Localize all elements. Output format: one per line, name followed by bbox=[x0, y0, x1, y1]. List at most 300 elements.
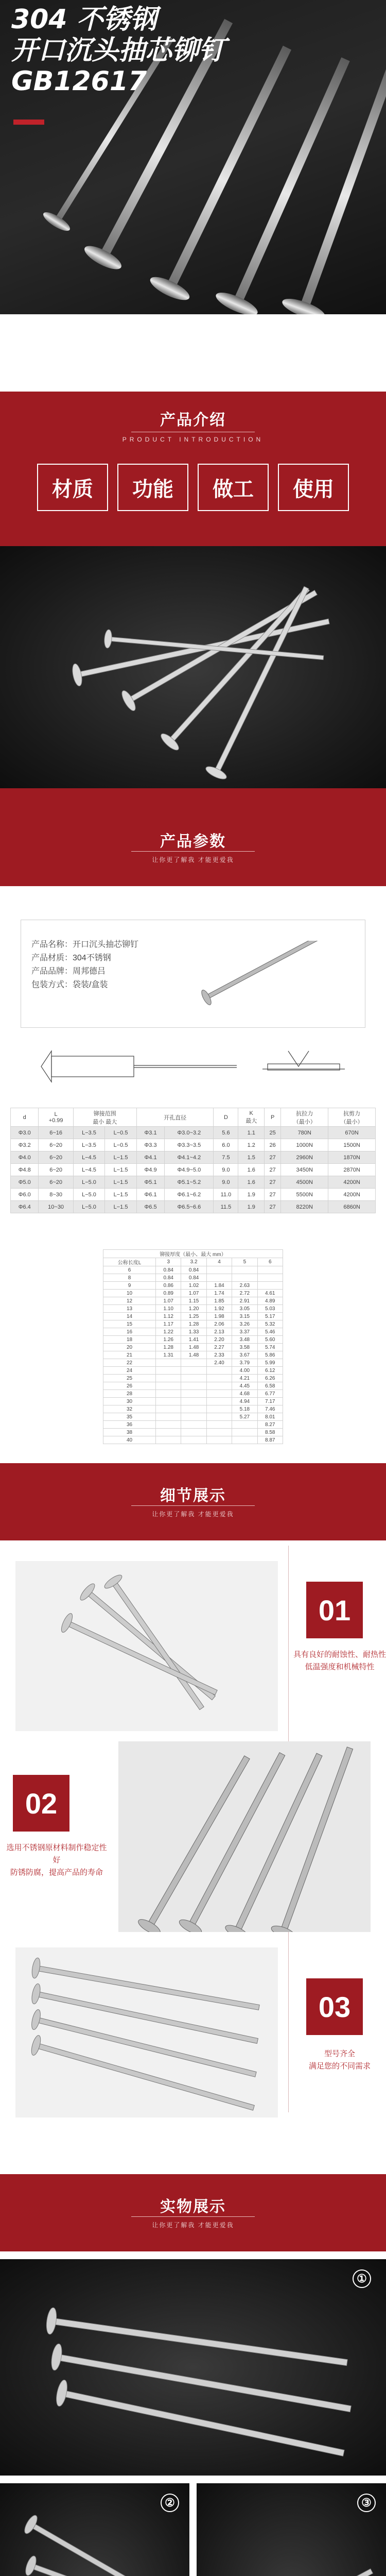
thickness-table-cell bbox=[257, 1266, 283, 1274]
spec-table-cell: 11.5 bbox=[214, 1201, 238, 1213]
thickness-table-cell: 1.92 bbox=[206, 1305, 232, 1313]
thickness-table-cell: 2.40 bbox=[206, 1359, 232, 1367]
thickness-table-cell: 2.91 bbox=[232, 1297, 257, 1305]
thickness-table-cell: 0.84 bbox=[181, 1274, 206, 1282]
thickness-table-row bbox=[103, 1282, 283, 1290]
params-subtitle: 让你更了解我 才能更爱我 bbox=[152, 856, 234, 863]
spec-table-cell: Φ3.1 bbox=[136, 1127, 164, 1139]
thickness-table-cell: 8.87 bbox=[257, 1436, 283, 1444]
thickness-table-cell: 0.84 bbox=[181, 1266, 206, 1274]
spec-header-cell: D bbox=[214, 1108, 238, 1127]
thickness-table-cell: 2.72 bbox=[232, 1290, 257, 1297]
spec-table-body bbox=[11, 1127, 376, 1213]
spec-table-cell: Φ4.0 bbox=[11, 1151, 39, 1164]
spec-table-cell: L−1.5 bbox=[105, 1201, 137, 1213]
spec-table-cell: 3450N bbox=[281, 1164, 328, 1176]
thickness-table-cell: 7.46 bbox=[257, 1405, 283, 1413]
thickness-table-cell: 35 bbox=[103, 1413, 156, 1421]
thickness-table-cell: 25 bbox=[103, 1375, 156, 1382]
spec-table-cell: Φ6.4 bbox=[11, 1201, 39, 1213]
spec-table-cell: Φ6.1~6.2 bbox=[165, 1189, 214, 1201]
thickness-table-cell: 5.99 bbox=[257, 1359, 283, 1367]
detail-title: 细节展示 bbox=[160, 1487, 226, 1504]
thickness-table-cell bbox=[206, 1421, 232, 1429]
thickness-table-cell: 3.05 bbox=[232, 1305, 257, 1313]
spec-table-cell: 1500N bbox=[328, 1139, 376, 1151]
thickness-table-cell bbox=[156, 1436, 181, 1444]
spec-table-cell: 6.0 bbox=[214, 1139, 238, 1151]
thickness-table-cell: 7.17 bbox=[257, 1398, 283, 1405]
thickness-table-cell bbox=[232, 1274, 257, 1282]
spec-table-cell: 7.5 bbox=[214, 1151, 238, 1164]
thickness-table-cell: 1.02 bbox=[181, 1282, 206, 1290]
thickness-table-cell: 1.33 bbox=[181, 1328, 206, 1336]
thickness-table-cell bbox=[181, 1436, 206, 1444]
thickness-table-cell: 1.84 bbox=[206, 1282, 232, 1290]
detail-divider bbox=[131, 1505, 255, 1506]
thickness-table-cell: 1.48 bbox=[181, 1351, 206, 1359]
thickness-table-cell: 38 bbox=[103, 1429, 156, 1436]
spec-table-cell: Φ4.9~5.0 bbox=[165, 1164, 214, 1176]
spec-table-header bbox=[11, 1108, 376, 1127]
thickness-table-cell: 1.28 bbox=[156, 1344, 181, 1351]
thickness-table-cell: 2.06 bbox=[206, 1320, 232, 1328]
thickness-header-cell: 3.2 bbox=[181, 1258, 206, 1266]
thickness-table-row bbox=[103, 1266, 283, 1274]
real-photo-3 bbox=[197, 2483, 386, 2576]
thickness-table-cell bbox=[206, 1266, 232, 1274]
spec-header-cell: P bbox=[265, 1108, 281, 1127]
thickness-table-row bbox=[103, 1429, 283, 1436]
thickness-table-cell bbox=[257, 1282, 283, 1290]
spec-table-cell: L−1.5 bbox=[105, 1151, 137, 1164]
thickness-table-cell bbox=[156, 1413, 181, 1421]
thickness-table-row bbox=[103, 1320, 283, 1328]
thickness-table-cell: 8.58 bbox=[257, 1429, 283, 1436]
thickness-table-cell bbox=[181, 1398, 206, 1405]
thickness-table-cell: 1.31 bbox=[156, 1351, 181, 1359]
tab-material[interactable]: 材质 bbox=[37, 464, 108, 511]
spec-table-cell: 2960N bbox=[281, 1151, 328, 1164]
spec-table-cell: Φ4.1 bbox=[136, 1151, 164, 1164]
thickness-table-row bbox=[103, 1344, 283, 1351]
thickness-table-cell bbox=[232, 1421, 257, 1429]
thickness-table-cell: 5.17 bbox=[257, 1313, 283, 1320]
thickness-table-cell: 3.48 bbox=[232, 1336, 257, 1344]
thickness-table-cell: 6.26 bbox=[257, 1375, 283, 1382]
spec-lines bbox=[31, 938, 138, 992]
spec-table-row bbox=[11, 1139, 376, 1151]
thickness-table-cell: 1.85 bbox=[206, 1297, 232, 1305]
hero-accent-bar bbox=[13, 120, 44, 125]
spec-rivet-image bbox=[191, 941, 356, 1008]
thickness-table-cell: 1.17 bbox=[156, 1320, 181, 1328]
thickness-table-cell bbox=[156, 1398, 181, 1405]
spec-table-cell: 6~20 bbox=[39, 1139, 73, 1151]
thickness-header-cell: 公称长度L bbox=[103, 1258, 156, 1266]
thickness-table-row bbox=[103, 1359, 283, 1367]
spec-line-brand: 产品品牌：周邦德吕 bbox=[31, 967, 106, 976]
tab-workmanship[interactable]: 做工 bbox=[198, 464, 269, 511]
real-subtitle: 让你更了解我 才能更爱我 bbox=[152, 2222, 234, 2229]
thickness-table-cell: 6.58 bbox=[257, 1382, 283, 1390]
spec-table-cell: Φ6.0 bbox=[11, 1189, 39, 1201]
thickness-table-cell: 40 bbox=[103, 1436, 156, 1444]
detail-number-1: 01 bbox=[306, 1582, 363, 1638]
detail-number-3: 03 bbox=[306, 1978, 363, 2035]
thickness-table-row bbox=[103, 1351, 283, 1359]
thickness-table-cell bbox=[206, 1429, 232, 1436]
spec-table-cell: 4200N bbox=[328, 1176, 376, 1189]
spec-table-cell: 780N bbox=[281, 1127, 328, 1139]
thickness-table-cell: 3.67 bbox=[232, 1351, 257, 1359]
thickness-table-cell: 3.79 bbox=[232, 1359, 257, 1367]
thickness-table-cell bbox=[156, 1359, 181, 1367]
thickness-table-cell: 12 bbox=[103, 1297, 156, 1305]
thickness-table-cell bbox=[156, 1367, 181, 1375]
spec-table-cell: 6~20 bbox=[39, 1164, 73, 1176]
spec-table-cell: 1870N bbox=[328, 1151, 376, 1164]
thickness-table-cell: 2.63 bbox=[232, 1282, 257, 1290]
thickness-table-cell bbox=[181, 1367, 206, 1375]
spec-table-cell: Φ3.2 bbox=[11, 1139, 39, 1151]
spec-table-cell: Φ6.1 bbox=[136, 1189, 164, 1201]
thickness-table-body bbox=[103, 1266, 283, 1444]
thickness-table-cell: 2.33 bbox=[206, 1351, 232, 1359]
thickness-header-cell: 5 bbox=[232, 1258, 257, 1266]
thickness-header-cell: 3 bbox=[156, 1258, 181, 1266]
spec-table-cell: 9.0 bbox=[214, 1164, 238, 1176]
thickness-table-cell: 1.22 bbox=[156, 1328, 181, 1336]
thickness-table-cell: 5.03 bbox=[257, 1305, 283, 1313]
detail-image-1 bbox=[15, 1561, 278, 1731]
detail-image-3 bbox=[15, 1947, 278, 2117]
hero-title-line1: 304 不锈钢 bbox=[11, 4, 157, 35]
thickness-table-cell bbox=[206, 1367, 232, 1375]
intro-subtitle: PRODUCT INTRODUCTION bbox=[122, 436, 264, 443]
spec-table-cell: 1.6 bbox=[238, 1164, 265, 1176]
spec-table-cell: Φ4.8 bbox=[11, 1164, 39, 1176]
thickness-table-cell bbox=[206, 1405, 232, 1413]
spec-line-material: 产品材质：304不锈钢 bbox=[31, 954, 111, 962]
thickness-table-row bbox=[103, 1297, 283, 1305]
spec-table-cell: Φ4.9 bbox=[136, 1164, 164, 1176]
thickness-table-cell bbox=[181, 1429, 206, 1436]
thickness-table-title: 铆接厚度（最小、最大 mm） bbox=[103, 1250, 283, 1258]
technical-drawing bbox=[21, 1041, 365, 1103]
spec-table-cell: 26 bbox=[265, 1139, 281, 1151]
spec-table-cell: 8~30 bbox=[39, 1189, 73, 1201]
thickness-table-cell bbox=[206, 1274, 232, 1282]
rivets-photo-image bbox=[0, 546, 386, 788]
thickness-table-cell: 1.26 bbox=[156, 1336, 181, 1344]
spec-table-row bbox=[11, 1127, 376, 1139]
spec-table-cell: 27 bbox=[265, 1164, 281, 1176]
hero-banner bbox=[0, 0, 386, 314]
spec-table-cell: Φ5.0 bbox=[11, 1176, 39, 1189]
spec-header-cell: K 最大 bbox=[238, 1108, 265, 1127]
thickness-table-cell: 18 bbox=[103, 1336, 156, 1344]
params-title: 产品参数 bbox=[160, 833, 226, 850]
thickness-table-cell bbox=[232, 1266, 257, 1274]
thickness-table-cell: 1.20 bbox=[181, 1305, 206, 1313]
spec-table-cell: L−5.0 bbox=[73, 1189, 105, 1201]
thickness-table-row bbox=[103, 1290, 283, 1297]
thickness-table-cell bbox=[181, 1405, 206, 1413]
spec-table-cell: 1.6 bbox=[238, 1176, 265, 1189]
real-label-1: ① bbox=[353, 2269, 371, 2288]
spec-table-cell: Φ6.5 bbox=[136, 1201, 164, 1213]
thickness-table-cell: 2.27 bbox=[206, 1344, 232, 1351]
thickness-table-cell: 4.94 bbox=[232, 1398, 257, 1405]
thickness-table-cell bbox=[206, 1398, 232, 1405]
spec-table-cell: L−3.5 bbox=[73, 1139, 105, 1151]
spec-table-cell: L−5.0 bbox=[73, 1176, 105, 1189]
thickness-table-cell bbox=[232, 1436, 257, 1444]
thickness-table-row bbox=[103, 1367, 283, 1375]
spec-table-cell: 1.1 bbox=[238, 1127, 265, 1139]
spec-table-cell: 25 bbox=[265, 1127, 281, 1139]
spec-table-cell: 6~20 bbox=[39, 1176, 73, 1189]
spec-table-cell: 4200N bbox=[328, 1189, 376, 1201]
spec-table-cell: L−1.5 bbox=[105, 1164, 137, 1176]
spec-line-package: 包装方式：袋装/盒装 bbox=[31, 980, 108, 989]
spec-table-cell: L−3.5 bbox=[73, 1127, 105, 1139]
spec-table-cell: 11.0 bbox=[214, 1189, 238, 1201]
thickness-table-cell: 32 bbox=[103, 1405, 156, 1413]
spec-table-cell: L−4.5 bbox=[73, 1164, 105, 1176]
thickness-table bbox=[103, 1249, 283, 1444]
thickness-table-cell: 21 bbox=[103, 1351, 156, 1359]
thickness-table-cell: 1.07 bbox=[181, 1290, 206, 1297]
spec-table-cell: 6860N bbox=[328, 1201, 376, 1213]
real-divider bbox=[131, 2216, 255, 2217]
thickness-table-cell: 3.26 bbox=[232, 1320, 257, 1328]
thickness-table-cell bbox=[181, 1375, 206, 1382]
spec-table bbox=[10, 1108, 376, 1213]
thickness-table-cell: 1.41 bbox=[181, 1336, 206, 1344]
thickness-table-cell: 15 bbox=[103, 1320, 156, 1328]
thickness-table-cell bbox=[181, 1413, 206, 1421]
detail-subtitle: 让你更了解我 才能更爱我 bbox=[152, 1511, 234, 1518]
thickness-table-row bbox=[103, 1336, 283, 1344]
thickness-table-cell: 1.25 bbox=[181, 1313, 206, 1320]
spec-table-cell: Φ3.0 bbox=[11, 1127, 39, 1139]
thickness-table-cell: 30 bbox=[103, 1398, 156, 1405]
thickness-table-cell: 1.12 bbox=[156, 1313, 181, 1320]
real-photo-1 bbox=[0, 2259, 386, 2476]
thickness-table-row bbox=[103, 1328, 283, 1336]
spec-header-cell: d bbox=[11, 1108, 39, 1127]
thickness-table-cell bbox=[232, 1429, 257, 1436]
detail-image-2 bbox=[118, 1741, 371, 1932]
detail-text-1: 具有良好的耐蚀性、耐热性 低温强度和机械特性 bbox=[293, 1650, 386, 1671]
spec-table-row bbox=[11, 1164, 376, 1176]
spec-table-cell: 5500N bbox=[281, 1189, 328, 1201]
thickness-table-row bbox=[103, 1413, 283, 1421]
thickness-table-cell: 1.74 bbox=[206, 1290, 232, 1297]
spec-table-cell: 2870N bbox=[328, 1164, 376, 1176]
spec-table-cell: 1000N bbox=[281, 1139, 328, 1151]
thickness-table-cell: 3.58 bbox=[232, 1344, 257, 1351]
spec-table-cell: L−5.0 bbox=[73, 1201, 105, 1213]
real-label-3: ③ bbox=[357, 2494, 376, 2512]
thickness-table-row bbox=[103, 1375, 283, 1382]
spec-table-row bbox=[11, 1176, 376, 1189]
thickness-table-cell: 6.77 bbox=[257, 1390, 283, 1398]
thickness-table-cell: 3.15 bbox=[232, 1313, 257, 1320]
thickness-table-cell: 5.27 bbox=[232, 1413, 257, 1421]
spec-table-cell: 27 bbox=[265, 1201, 281, 1213]
spec-table-cell: 1.9 bbox=[238, 1201, 265, 1213]
params-divider bbox=[131, 851, 255, 852]
thickness-table-row bbox=[103, 1405, 283, 1413]
intro-photo bbox=[0, 546, 386, 788]
spec-table-cell: 1.9 bbox=[238, 1189, 265, 1201]
thickness-table-cell: 1.10 bbox=[156, 1305, 181, 1313]
thickness-table-cell bbox=[206, 1436, 232, 1444]
thickness-table-cell bbox=[156, 1405, 181, 1413]
spec-table-cell: 10~30 bbox=[39, 1201, 73, 1213]
detail-text-2: 选用不锈钢原材料制作稳定性好 防锈防腐，提高产品的寿命 bbox=[6, 1843, 107, 1877]
thickness-table-cell: 4.61 bbox=[257, 1290, 283, 1297]
thickness-table-cell: 0.86 bbox=[156, 1282, 181, 1290]
spec-table-cell: 4500N bbox=[281, 1176, 328, 1189]
thickness-table-cell: 13 bbox=[103, 1305, 156, 1313]
spec-table-cell: 1.5 bbox=[238, 1151, 265, 1164]
spec-table-cell: Φ5.1 bbox=[136, 1176, 164, 1189]
thickness-table-cell bbox=[206, 1382, 232, 1390]
intro-bottom-band bbox=[0, 788, 386, 809]
thickness-table-cell bbox=[181, 1359, 206, 1367]
spec-table-cell: 27 bbox=[265, 1176, 281, 1189]
thickness-table-cell: 5.60 bbox=[257, 1336, 283, 1344]
thickness-table-row bbox=[103, 1436, 283, 1444]
spec-table-row bbox=[11, 1201, 376, 1213]
thickness-table-cell: 1.15 bbox=[181, 1297, 206, 1305]
thickness-table-cell: 8.27 bbox=[257, 1421, 283, 1429]
intro-title: 产品介绍 bbox=[160, 412, 226, 429]
spec-table-cell: 9.0 bbox=[214, 1176, 238, 1189]
thickness-table-cell bbox=[206, 1413, 232, 1421]
thickness-table-cell: 3.37 bbox=[232, 1328, 257, 1336]
thickness-table-cell: 2.20 bbox=[206, 1336, 232, 1344]
spec-header-cell: 开孔直径 bbox=[136, 1108, 214, 1127]
thickness-table-cell: 5.74 bbox=[257, 1344, 283, 1351]
thickness-table-cell: 0.89 bbox=[156, 1290, 181, 1297]
spec-table-cell: 6~16 bbox=[39, 1127, 73, 1139]
thickness-table-cell: 28 bbox=[103, 1390, 156, 1398]
spec-table-cell: 8220N bbox=[281, 1201, 328, 1213]
thickness-table-row bbox=[103, 1274, 283, 1282]
thickness-table-cell: 1.98 bbox=[206, 1313, 232, 1320]
spec-box bbox=[21, 920, 365, 1028]
thickness-table-cell bbox=[181, 1390, 206, 1398]
spec-table-cell: L−0.5 bbox=[105, 1127, 137, 1139]
thickness-table-cell: 4.89 bbox=[257, 1297, 283, 1305]
thickness-table-cell: 36 bbox=[103, 1421, 156, 1429]
spec-table-cell: Φ3.3~3.5 bbox=[165, 1139, 214, 1151]
thickness-table-cell bbox=[206, 1375, 232, 1382]
thickness-table-row bbox=[103, 1398, 283, 1405]
hero-title-line3: GB12617 bbox=[11, 66, 147, 97]
thickness-table-cell: 4.00 bbox=[232, 1367, 257, 1375]
thickness-table-cell bbox=[206, 1390, 232, 1398]
spec-table-row bbox=[11, 1151, 376, 1164]
thickness-table-cell: 1.28 bbox=[181, 1320, 206, 1328]
thickness-table-cell: 5.32 bbox=[257, 1320, 283, 1328]
hero-title-line2: 开口沉头抽芯铆钉 bbox=[11, 35, 226, 66]
thickness-table-cell: 2.13 bbox=[206, 1328, 232, 1336]
thickness-table-row bbox=[103, 1421, 283, 1429]
thickness-table-cell: 22 bbox=[103, 1359, 156, 1367]
spec-table-row bbox=[11, 1189, 376, 1201]
detail-text-3: 型号齐全 满足您的不同需求 bbox=[308, 2049, 371, 2071]
thickness-table-cell: 5.18 bbox=[232, 1405, 257, 1413]
thickness-table-row bbox=[103, 1390, 283, 1398]
thickness-table-cell bbox=[181, 1382, 206, 1390]
thickness-table-cell: 10 bbox=[103, 1290, 156, 1297]
thickness-table-row bbox=[103, 1313, 283, 1320]
thickness-table-cell: 9 bbox=[103, 1282, 156, 1290]
thickness-table-cell: 0.84 bbox=[156, 1274, 181, 1282]
thickness-table-cell: 5.86 bbox=[257, 1351, 283, 1359]
spec-table-cell: L−4.5 bbox=[73, 1151, 105, 1164]
thickness-table-cell bbox=[257, 1274, 283, 1282]
spec-table-cell: Φ5.1~5.2 bbox=[165, 1176, 214, 1189]
spec-table-cell: 27 bbox=[265, 1151, 281, 1164]
thickness-table-cell bbox=[156, 1421, 181, 1429]
tab-function[interactable]: 功能 bbox=[117, 464, 188, 511]
spec-header-cell: L +0.99 bbox=[39, 1108, 73, 1127]
thickness-table-cell: 26 bbox=[103, 1382, 156, 1390]
spec-header-cell: 抗剪力 （最小） bbox=[328, 1108, 376, 1127]
spec-line-name: 产品名称：开口沉头抽芯铆钉 bbox=[31, 940, 139, 949]
thickness-table-cell: 24 bbox=[103, 1367, 156, 1375]
thickness-table-cell: 6 bbox=[103, 1266, 156, 1274]
spec-table-cell: Φ3.3 bbox=[136, 1139, 164, 1151]
spec-table-cell: L−0.5 bbox=[105, 1139, 137, 1151]
real-photo-2 bbox=[0, 2483, 189, 2576]
thickness-table-cell: 1.07 bbox=[156, 1297, 181, 1305]
thickness-table-cell bbox=[156, 1429, 181, 1436]
thickness-table-cell: 4.68 bbox=[232, 1390, 257, 1398]
thickness-table-cell: 0.84 bbox=[156, 1266, 181, 1274]
detail-number-2: 02 bbox=[13, 1775, 69, 1832]
real-title: 实物展示 bbox=[160, 2198, 226, 2215]
thickness-header-cell: 4 bbox=[206, 1258, 232, 1266]
thickness-table-cell: 1.48 bbox=[181, 1344, 206, 1351]
spec-table-cell: L−1.5 bbox=[105, 1189, 137, 1201]
thickness-table-cell: 6.12 bbox=[257, 1367, 283, 1375]
thickness-table-cell: 4.21 bbox=[232, 1375, 257, 1382]
intro-tabs bbox=[0, 464, 386, 511]
tab-usage[interactable]: 使用 bbox=[278, 464, 349, 511]
thickness-table-cell bbox=[181, 1421, 206, 1429]
spec-header-cell: 抗拉力 （最小） bbox=[281, 1108, 328, 1127]
thickness-table-cell: 16 bbox=[103, 1328, 156, 1336]
spec-table-cell: Φ4.1~4.2 bbox=[165, 1151, 214, 1164]
spec-table-cell: Φ6.5~6.6 bbox=[165, 1201, 214, 1213]
spec-table-cell: 670N bbox=[328, 1127, 376, 1139]
thickness-table-row bbox=[103, 1305, 283, 1313]
thickness-table-cell bbox=[156, 1390, 181, 1398]
thickness-table-cell bbox=[156, 1375, 181, 1382]
thickness-table-cell: 8 bbox=[103, 1274, 156, 1282]
spec-table-cell: 6~20 bbox=[39, 1151, 73, 1164]
thickness-table-row bbox=[103, 1382, 283, 1390]
real-label-2: ② bbox=[161, 2494, 179, 2512]
